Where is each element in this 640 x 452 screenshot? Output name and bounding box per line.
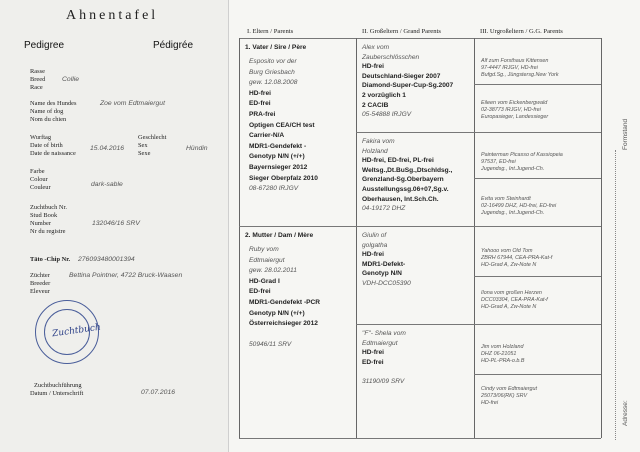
great-grandparent-1-line: Alf zum Forsthaus Kittensen: [481, 58, 549, 64]
rasse-label: Rasse: [30, 68, 45, 75]
great-grandparent-7-line: Jim vom Holzland: [481, 344, 524, 350]
datum-label: Datum / Unterschrift: [30, 390, 84, 397]
great-grandparent-1-line: 97-4447 IRJGV, HD-frei: [481, 64, 538, 71]
dam-line: HD-Grad I: [249, 277, 280, 285]
grandparent-2-line: Grenzland-Sg.Oberbayern: [362, 176, 444, 184]
left-page: [0, 0, 229, 452]
grandparent-2-line: Weltsg.,Dt.BuSg.,Dtschldsg.,: [362, 166, 453, 174]
sire-line: Bayernsieger 2012: [249, 164, 308, 171]
sire-label: 1. Vater / Sire / Père: [245, 44, 307, 51]
sire-line: Sieger Oberpfalz 2010: [249, 174, 318, 182]
chip-value: 276093480001394: [78, 256, 135, 263]
great-grandparent-8-line: HD-frei: [481, 399, 499, 406]
rasse-value: Collie: [62, 76, 79, 83]
great-grandparent-4-line: Jugendsg., Int.Jugend-Ch.: [481, 209, 545, 216]
great-grandparent-5-line: ZBRH 67944, CEA-PRA-Kat-f: [481, 254, 553, 261]
grandparent-3-line: VDH-DCC05390: [362, 280, 411, 287]
datenaissance-label: Date de naissance: [30, 150, 76, 157]
great-grandparent-3-line: 97537, ED-frei: [481, 158, 516, 165]
grandparent-1-line: Zauberschlösschen: [362, 53, 420, 61]
great-grandparent-6-line: Ilona vom großen Herzen: [481, 290, 542, 296]
great-grandparent-3-line: Jugendsg., Int.Jugend-Ch.: [481, 165, 545, 172]
dam-line: Österreichsieger 2012: [249, 320, 318, 328]
zuechter-label: Züchter: [30, 272, 50, 279]
grandparent-4-line: HD-frei: [362, 349, 384, 357]
grandparent-2-line: HD-frei, ED-frei, PL-frei: [362, 157, 434, 165]
header-ggparents: III. Urgroßeltern / G.G. Parents: [480, 28, 563, 35]
grandparent-4-line: 31190/09 SRV: [362, 378, 405, 385]
great-grandparent-7-line: HD-PL-PRA-o.b.B: [481, 357, 525, 364]
rule-middle: [239, 226, 601, 227]
grandparent-4-line: Edtmaiergut: [362, 339, 398, 347]
zuechter-value: Bettina Pointner, 4722 Bruck-Waasen: [69, 272, 183, 279]
nameofdog-label: Name of dog: [30, 108, 64, 115]
dob-label: Date of birth: [30, 142, 63, 149]
great-grandparent-2-line: 02-38773 IRJGV, HD-frei: [481, 106, 541, 113]
grandparent-1-line: HD-frei: [362, 63, 384, 71]
breed-label: Breed: [30, 76, 46, 83]
sire-line: gew. 12.08.2008: [249, 79, 298, 87]
great-grandparent-5-line: HD-Grad A, Zw-Note N: [481, 261, 537, 268]
pedigree-en: Pedigree: [24, 40, 65, 51]
grandparent-4-line: ED-frei: [362, 358, 384, 366]
grandparent-2-line: 04-19172 DHZ: [362, 205, 406, 213]
geschlecht-value: Hündin: [186, 145, 208, 152]
rule-ggp5: [474, 276, 601, 277]
dam-label: 2. Mutter / Dam / Mère: [245, 232, 314, 239]
zf-value: 07.07.2016: [141, 389, 176, 396]
great-grandparent-1-line: Bufgd.Sg., Jüngstersg.New York: [481, 71, 559, 78]
dam-line: Genotyp N/N (+/+): [249, 309, 305, 317]
sire-line: Esposito vor der: [249, 58, 297, 65]
farbe-value: dark-sable: [91, 181, 123, 188]
breeder-label: Breeder: [30, 280, 51, 287]
grandparent-3-line: Genotyp N/N: [362, 270, 402, 278]
rule-gp1: [356, 132, 601, 133]
grandparent-3-line: MDR1-Defekt-: [362, 260, 406, 268]
sire-line: ED-frei: [249, 100, 271, 108]
eleveur-label: Eleveur: [30, 288, 50, 295]
sire-line: MDR1-Gendefekt -: [249, 142, 307, 150]
margin-dotted-line: [615, 150, 616, 440]
zf-label: Zuchtbuchführung: [34, 382, 82, 389]
zuchtbuch-label: Zuchtbuch Nr.: [30, 204, 67, 211]
sire-line: Burg Griesbach: [249, 68, 295, 76]
grandparent-1-line: Diamond-Super-Cup-Sg.2007: [362, 82, 454, 90]
dam-line: ED-frei: [249, 288, 271, 296]
rule-ggp7: [474, 374, 601, 375]
rule-header: [239, 38, 601, 39]
grandparent-1-line: 2 vorzüglich 1: [362, 92, 406, 99]
grandparent-2-line: Ausstellungssg.06+07,Sg.v.: [362, 186, 449, 193]
great-grandparent-4-line: Evita vom Steinhardt: [481, 196, 531, 202]
chip-label: Täto -Chip Nr.: [30, 256, 71, 263]
grandparent-1-line: Deutschland-Sieger 2007: [362, 72, 441, 80]
great-grandparent-4-line: 02-16499 DHZ, HD-frei, ED-frei: [481, 202, 557, 209]
grandparent-1-line: Alex vom: [362, 44, 390, 51]
great-grandparent-5-line: Yahooo vom Old Tom: [481, 248, 533, 254]
rule-col2: [474, 38, 475, 438]
grandparent-3-line: HD-frei: [362, 251, 384, 259]
nomchien-label: Nom du chien: [30, 116, 67, 123]
header-parents: I. Eltern / Parents: [247, 28, 294, 35]
sire-line: Genotyp N/N (+/+): [249, 153, 305, 161]
right-page: [229, 0, 640, 452]
couleur-label: Couleur: [30, 184, 51, 191]
geschlecht-label: Geschlecht: [138, 134, 167, 141]
registre-label: Nr du registre: [30, 228, 66, 235]
wurftag-value: 15.04.2016: [90, 145, 125, 152]
dam-line: Edtmaiergut: [249, 256, 285, 264]
great-grandparent-6-line: HD-Grad A, Zw-Note N: [481, 303, 537, 310]
great-grandparent-8-line: Cindy vom Edtmaiergut: [481, 386, 538, 392]
great-grandparent-2-line: Europasieger, Landessieger: [481, 113, 549, 120]
rule-right: [601, 38, 602, 438]
document-title: Ahnentafel: [66, 8, 159, 23]
margin-bottom-text: Adresse:: [622, 400, 629, 426]
dam-line: gew. 28.02.2011: [249, 267, 297, 275]
great-grandparent-2-line: Eileen vom Eickenbergwald: [481, 100, 548, 106]
grandparent-3-line: golgatha: [362, 241, 388, 249]
rule-left: [239, 38, 240, 438]
sex-label: Sex: [138, 142, 148, 149]
grandparent-1-line: 05-54888 IRJGV: [362, 111, 412, 119]
grandparent-1-line: 2 CACIB: [362, 101, 389, 109]
sire-line: Carrier-N/A: [249, 132, 285, 140]
margin-top-text: Formstand: [622, 118, 629, 150]
dam-line: MDR1-Gendefekt -PCR: [249, 299, 321, 306]
pedigree-fr: Pédigrée: [153, 40, 194, 51]
grandparent-3-line: Giulin of: [362, 232, 387, 239]
signature: Zuchtbuch: [51, 322, 102, 340]
great-grandparent-7-line: DHZ 06-21051: [481, 350, 517, 357]
wurftag-label: Wurftag: [30, 134, 52, 141]
rule-col1: [356, 38, 357, 438]
great-grandparent-6-line: DCC03304, CEA-PRA-Kat-f: [481, 296, 548, 303]
dam-line: Ruby vom: [249, 246, 279, 253]
rule-gp3: [356, 324, 601, 325]
grandparent-2-line: Oberhausen, Int.Sch.Ch.: [362, 195, 439, 203]
grandparent-2-line: Fakira vom: [362, 138, 395, 145]
dogname-label: Name des Hundes: [30, 100, 77, 107]
sire-line: HD-frei: [249, 89, 271, 97]
dam-line: 50946/11 SRV: [249, 341, 292, 349]
sire-line: PRA-frei: [249, 111, 276, 118]
sire-line: 08-67280 IRJGV: [249, 185, 299, 193]
studbook-label: Stud Book: [30, 212, 58, 219]
rule-ggp1: [474, 84, 601, 85]
grandparent-2-line: Holzland: [362, 147, 388, 155]
great-grandparent-8-line: 25073/06(RK) SRV: [481, 392, 528, 399]
header-grandparents: II. Großeltern / Grand Parents: [362, 28, 441, 35]
grandparent-4-line: "F"- Shela vom: [362, 330, 406, 337]
dogname-value: Zoe vom Edtmaiergut: [100, 100, 165, 107]
sexe-label: Sexe: [138, 150, 151, 157]
great-grandparent-3-line: Painterman Picasso of Kassiopeia: [481, 152, 563, 158]
colour-label: Colour: [30, 176, 48, 183]
rule-bottom: [239, 438, 601, 439]
sire-line: Optigen CEA/CH test: [249, 121, 315, 129]
farbe-label: Farbe: [30, 168, 45, 175]
zuchtbuch-value: 132046/16 SRV: [92, 220, 140, 227]
race-label: Race: [30, 84, 43, 91]
rule-ggp3: [474, 178, 601, 179]
number-label: Number: [30, 220, 51, 227]
